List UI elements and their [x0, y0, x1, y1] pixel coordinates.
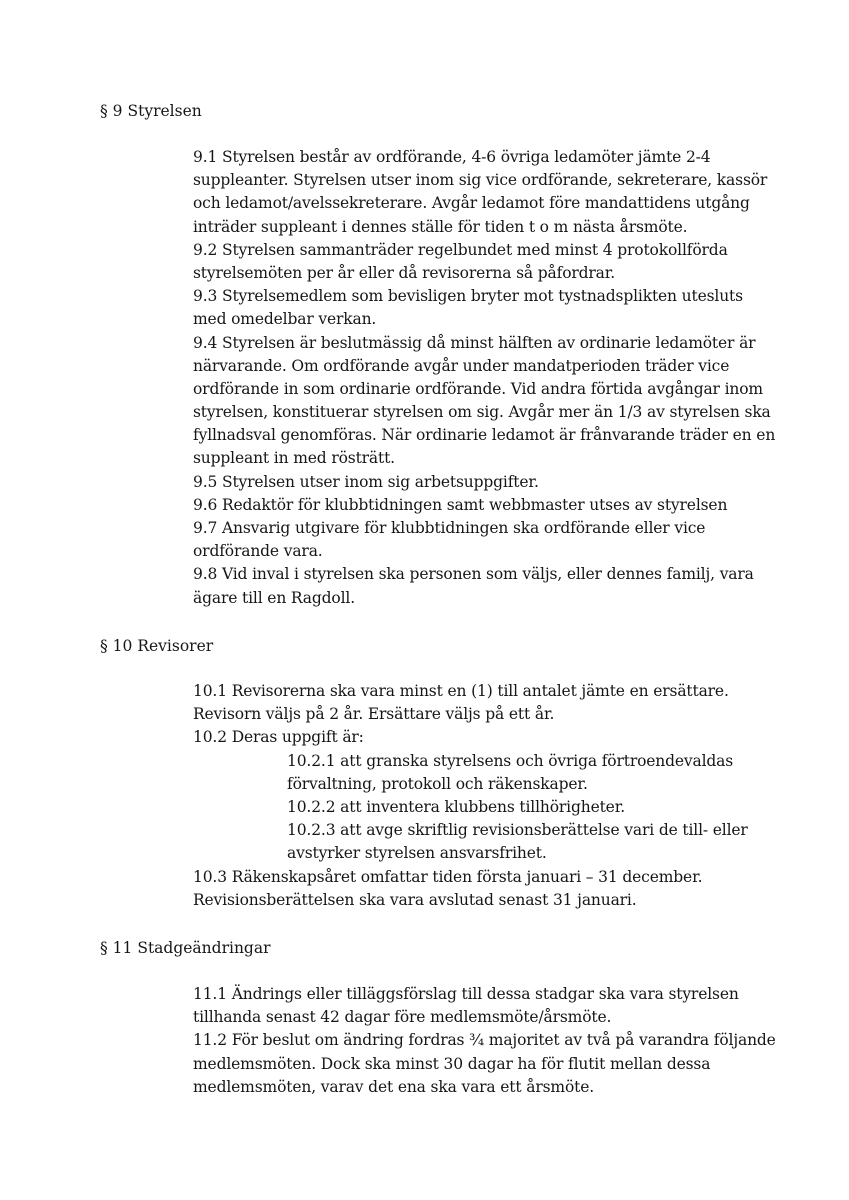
- section-body: [193, 680, 753, 912]
- paragraph-line: styrelsen, konstituerar styrelsen om sig. Avgår mer än 1/3 av styrelsen ska: [193, 403, 771, 422]
- section-body: [193, 983, 776, 1099]
- section-body: [193, 146, 776, 610]
- paragraph-line: 9.3 Styrelsemedlem som bevisligen bryter mot tystnadsplikten utesluts: [193, 287, 743, 306]
- paragraph-line: 9.2 Styrelsen sammanträder regelbundet med minst 4 protokollförda: [193, 240, 728, 259]
- paragraph-line: tillhanda senast 42 dagar före medlemsmöte/årsmöte.: [193, 1008, 612, 1027]
- subclause-line: 10.2.3 att avge skriftlig revisionsberättelse vari de till- eller: [287, 821, 748, 840]
- paragraph-line: medlemsmöten, varav det ena ska vara ett årsmöte.: [193, 1077, 595, 1096]
- paragraph-line: 9.6 Redaktör för klubbtidningen samt webbmaster utses av styrelsen: [193, 495, 728, 514]
- paragraph-line: 9.4 Styrelsen är beslutmässig då minst hälften av ordinarie ledamöter är: [193, 333, 756, 352]
- paragraph-line: suppleanter. Styrelsen utser inom sig vice ordförande, sekreterare, kassör: [193, 171, 768, 190]
- paragraph-line: fyllnadsval genomföras. När ordinarie ledamot är frånvarande träder en en: [193, 426, 776, 445]
- paragraph-line: ägare till en Ragdoll.: [193, 588, 356, 607]
- paragraph-line: 9.7 Ansvarig utgivare för klubbtidningen ska ordförande eller vice: [193, 519, 706, 537]
- subclause-line: 10.2.1 att granska styrelsens och övriga förtroendevaldas: [287, 751, 734, 770]
- subclause-line: avstyrker styrelsen ansvarsfrihet.: [287, 844, 547, 863]
- paragraph-line: 11.2 För beslut om ändring fordras ¾ majoritet av två på varandra följande: [193, 1031, 776, 1050]
- paragraph-line: ordförande vara.: [193, 542, 323, 561]
- paragraph-line: och ledamot/avelssekreterare. Avgår ledamot före mandattidens utgång: [193, 194, 750, 213]
- paragraph-line: inträder suppleant i dennes ställe för tiden t o m nästa årsmöte.: [193, 217, 688, 236]
- subclause-line: 10.2.2 att inventera klubbens tillhörigheter.: [287, 797, 626, 816]
- paragraph-line: Revisorn väljs på 2 år. Ersättare väljs på ett år.: [193, 705, 555, 724]
- subclause-line: förvaltning, protokoll och räkenskaper.: [287, 774, 588, 793]
- paragraph-line: 9.1 Styrelsen består av ordförande, 4-6 övriga ledamöter jämte 2-4: [193, 148, 711, 166]
- paragraph-line: 10.1 Revisorerna ska vara minst en (1) till antalet jämte en ersättare.: [193, 682, 729, 700]
- paragraph-line: medlemsmöten. Dock ska minst 30 dagar ha för flutit mellan dessa: [193, 1054, 711, 1073]
- paragraph-line: styrelsemöten per år eller då revisorerna så påfordrar.: [193, 263, 616, 282]
- paragraph-line: med omedelbar verkan.: [193, 310, 377, 329]
- paragraph-line: 11.1 Ändrings eller tilläggsförslag till dessa stadgar ska vara styrelsen: [193, 985, 739, 1003]
- paragraph-line: närvarande. Om ordförande avgår under mandatperioden träder vice: [193, 356, 730, 375]
- section-heading: § 9 Styrelsen: [100, 102, 202, 120]
- paragraph-line: suppleant in med rösträtt.: [193, 449, 395, 468]
- paragraph-line: 9.8 Vid inval i styrelsen ska personen som väljs, eller dennes familj, vara: [193, 565, 754, 584]
- paragraph-line: 10.2 Deras uppgift är:: [193, 728, 364, 747]
- paragraph-line: 9.5 Styrelsen utser inom sig arbetsuppgifter.: [193, 472, 539, 491]
- paragraph-line: ordförande in som ordinarie ordförande. Vid andra förtida avgångar inom: [193, 379, 763, 398]
- section-heading: § 10 Revisorer: [100, 637, 214, 655]
- paragraph-line: 10.3 Räkenskapsåret omfattar tiden första januari – 31 december.: [193, 867, 703, 886]
- paragraph-line: Revisionsberättelsen ska vara avslutad senast 31 januari.: [193, 890, 637, 909]
- section-heading: § 11 Stadgeändringar: [100, 939, 271, 957]
